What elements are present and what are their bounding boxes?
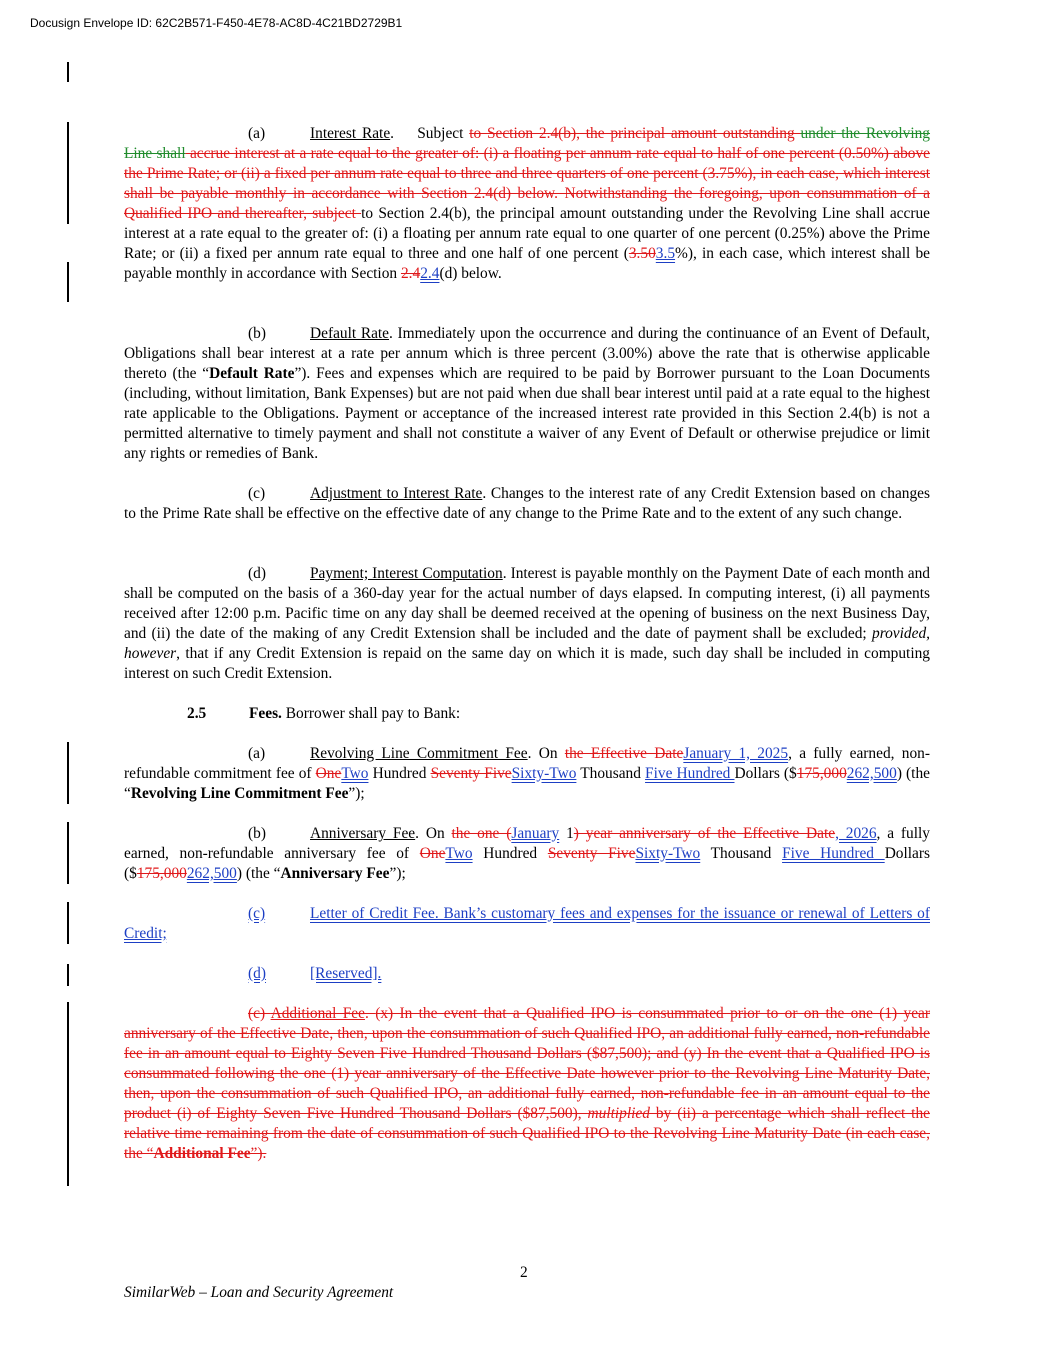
section-2-4-a: (a) Interest Rate. Subject to Section 2.4(b), the principal amount outstanding under the Revolving Line shall accrue interest at a rate equal to the greater of: (i) a floating per annum rate equal to half of one percent (0.50%) above the Prime Rate; or (ii) a fixed per annum rate equal to three and three quarters of one percent (3.75%), in each case, which interest shall be payable monthly in accordance with Section 2.4(d) below. Notwithstanding the foregoing, upon consummation of a Qualified IPO and thereafter, subject to Section 2.4(b), the principal amount outstanding under the Revolving Line shall accrue interest at a rate equal to the greater of: (i) a floating per annum rate equal to one quarter of one percent (0.25%) above the Prime Rate; or (ii) a fixed per annum rate equal to three and one half of one percent (3.503.5%), in each case, which interest shall be payable monthly in accordance with Section 2.42.4(d) below.	[124, 125, 931, 282]
section-2-4-d: (d) Payment; Interest Computation. Interest is payable monthly on the Payment Date of each month and shall be computed on the basis of a 360-day year for the actual number of days elapsed. In computing interest, (i) all payments received after 12:00 p.m. Pacific time on any day shall be deemed received at the opening of business on the next Business Day, and (ii) the date of the making of any Credit Extension shall be included and the date of payment shall be excluded; provided, however, that if any Credit Extension is repaid on the same day on which it is made, such day shall be included in computing interest on such Credit Extension.	[124, 565, 931, 682]
anniversary-fee-title: Anniversary Fee	[310, 825, 416, 842]
section-2-4-c: (c) Adjustment to Interest Rate. Changes to the interest rate of any Credit Extension based on changes to the Prime Rate shall be effective on the effective date of any change to the Prime Rate and to the extent of any such change.	[124, 485, 930, 522]
page-footer: SimilarWeb – Loan and Security Agreement	[124, 1284, 394, 1301]
section-2-5-deleted-additional-fee: (c) Additional Fee. (x) In the event that a Qualified IPO is consummated prior to or on the one (1) year anniversary of the Effective Date, then, upon the consummation of such Qualified IPO, an additional fully earned, non-refundable fee in an amount equal to Eighty Seven Five Hundred Thousand Dollars ($87,500); and (y) In the event that a Qualified IPO is consummated following the one (1) year anniversary of the Effective Date however prior to the Revolving Line Maturity Date, then, upon the consummation of such Qualified IPO, an additional fully earned, non-refundable fee in an amount equal to the product (i) of Eighty Seven Five Hundred Thousand Dollars ($87,500), multiplied by (ii) a percentage which shall reflect the relative time remaining from the date of consummation of such Qualified IPO to the Revolving Line Maturity Date (in each case, the “Additional Fee”).	[124, 1005, 931, 1162]
section-2-5-c: (c) Letter of Credit Fee. Bank’s customary fees and expenses for the issuance or renewal of Letters of Credit;	[124, 905, 930, 942]
change-bar	[67, 122, 69, 224]
page-number: 2	[520, 1264, 528, 1281]
change-bar	[67, 742, 69, 804]
default-rate-title: Default Rate	[310, 325, 390, 342]
payment-title: Payment; Interest Computation	[310, 565, 503, 582]
section-2-5-b: (b) Anniversary Fee. On the one (January 1) year anniversary of the Effective Date, 2026, a fully earned, non-refundable anniversary fee of OneTwo Hundred Seventy FiveSixty-Two Thousand Five Hundred Dollars ($175,000262,500) (the “Anniversary Fee”);	[124, 825, 930, 882]
section-2-5-a: (a) Revolving Line Commitment Fee. On the Effective DateJanuary 1, 2025, a fully earned, non-refundable commitment fee of OneTwo Hundred Seventy FiveSixty-Two Thousand Five Hundred Dollars ($175,000262,500) (the “Revolving Line Commitment Fee”);	[124, 745, 930, 802]
envelope-id: Docusign Envelope ID: 62C2B571-F450-4E78-AC8D-4C21BD2729B1	[30, 16, 403, 30]
change-bar	[67, 62, 69, 82]
change-bar	[67, 262, 69, 302]
section-2-4-b: (b) Default Rate. Immediately upon the occurrence and during the continuance of an Event of Default, Obligations shall bear interest at a rate per annum which is three percent (3.00%) above the rate that is otherwise applicable thereto (the “Default Rate”). Fees and expenses which are required to be paid by Borrower pursuant to the Loan Documents (including, without limitation, Bank Expenses) but are not paid when due shall bear interest until paid at a rate equal to the highest rate applicable to the Obligations. Payment or acceptance of the increased interest rate provided in this Section 2.4(b) is not a permitted alternative to timely payment and shall not constitute a waiver of any Event of Default or otherwise prejudice or limit any rights or remedies of Bank.	[124, 325, 930, 462]
section-2-5-d: (d) [Reserved].	[248, 965, 382, 982]
adjustment-title: Adjustment to Interest Rate	[310, 485, 483, 502]
change-bar	[67, 822, 69, 884]
change-bar	[67, 902, 69, 944]
commitment-fee-title: Revolving Line Commitment Fee	[310, 745, 528, 762]
change-bar	[67, 964, 69, 986]
change-bar	[67, 1002, 69, 1186]
section-2-5-heading: 2.5 Fees. Borrower shall pay to Bank:	[187, 705, 461, 722]
interest-rate-title: Interest Rate	[310, 125, 391, 142]
